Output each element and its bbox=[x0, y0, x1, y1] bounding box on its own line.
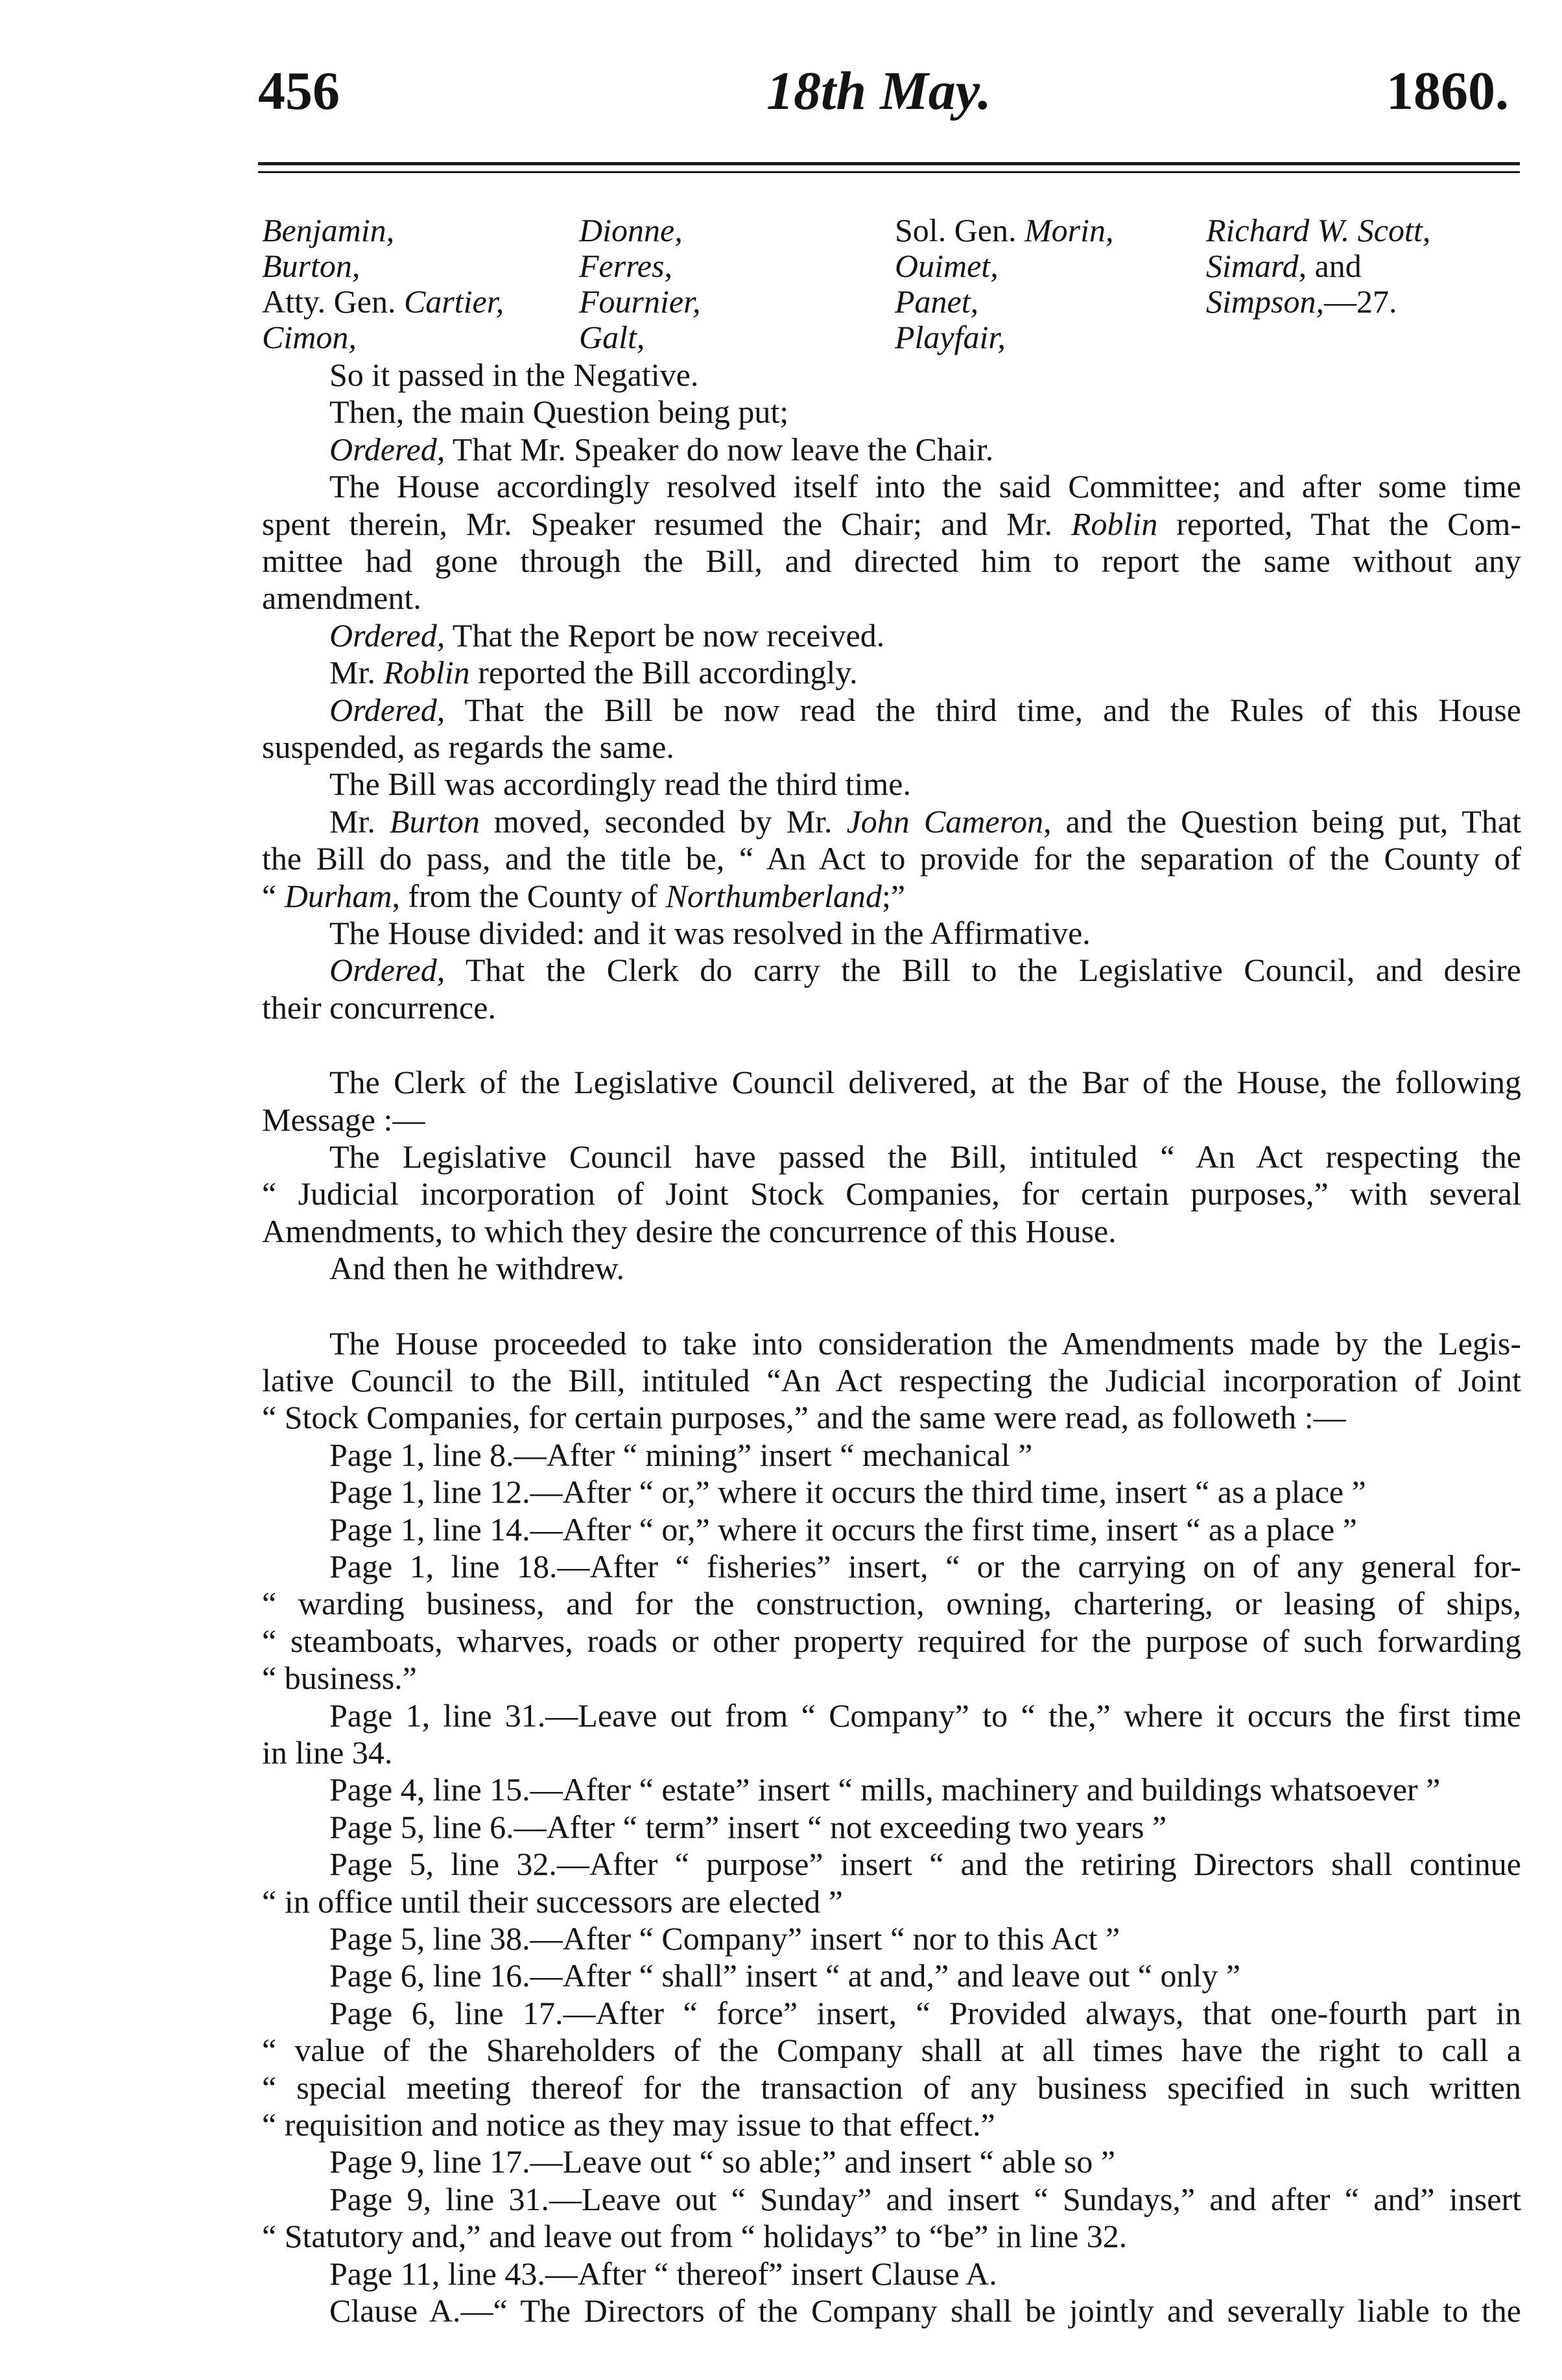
text-segment: “ Judicial incorporation of Joint Stock Companies, for certain purposes,” with several bbox=[262, 1175, 1521, 1212]
italic-text: John Cameron bbox=[846, 803, 1044, 840]
text-segment: That the Report be now received. bbox=[445, 617, 885, 654]
text-segment: Page 1, line 8.—After “ mining” insert “ mechanical ” bbox=[329, 1437, 1033, 1473]
text-line bbox=[329, 915, 1521, 952]
text-segment: Page 9, line 31.—Leave out “ Sunday” and insert “ Sundays,” and after “ and” insert bbox=[329, 2181, 1521, 2217]
text-segment: , from the County of bbox=[392, 878, 666, 914]
italic-text: Ordered, bbox=[329, 617, 445, 654]
member-name: Cartier, bbox=[403, 283, 504, 320]
text-line bbox=[329, 1920, 1521, 1957]
text-segment: Page 11, line 43.—After “ thereof” insert Clause A. bbox=[329, 2256, 997, 2292]
text-line bbox=[262, 1883, 1521, 1920]
text-segment: That the Clerk do carry the Bill to the Legislative Council, and desire bbox=[445, 952, 1521, 988]
text-segment: reported the Bill accordingly. bbox=[469, 654, 858, 690]
text-segment: The House accordingly resolved itself into the said Committee; and after some time bbox=[329, 468, 1521, 504]
text-line bbox=[262, 1213, 1521, 1250]
text-segment: Page 4, line 15.—After “ estate” insert “ mills, machinery and buildings whatsoever ” bbox=[329, 1771, 1441, 1808]
text-segment: Page 5, line 6.—After “ term” insert “ not exceeding two years ” bbox=[329, 1809, 1167, 1845]
division-name bbox=[579, 284, 701, 320]
text-segment: And then he withdrew. bbox=[329, 1250, 624, 1286]
header-rule-thick bbox=[258, 162, 1520, 165]
italic-text: Burton bbox=[389, 803, 480, 840]
member-name: Ouimet, bbox=[895, 248, 999, 284]
text-line bbox=[262, 1623, 1521, 1660]
text-segment: “ business.” bbox=[262, 1660, 417, 1696]
text-segment: Page 6, line 16.—After “ shall” insert “ at and,” and leave out “ only ” bbox=[329, 1957, 1241, 1994]
italic-text: Ordered, bbox=[329, 431, 445, 467]
text-segment: “ Statutory and,” and leave out from “ holidays” to “be” in line 32. bbox=[262, 2218, 1128, 2254]
page-number: 456 bbox=[258, 61, 340, 121]
text-segment: The House divided: and it was resolved in the Affirmative. bbox=[329, 915, 1091, 951]
text-line bbox=[329, 1250, 1521, 1287]
italic-text: Roblin bbox=[383, 654, 470, 690]
text-segment: “ Stock Companies, for certain purposes,” and the same were read, as followeth :— bbox=[262, 1399, 1346, 1435]
text-segment: lative Council to the Bill, intituled “An Act respecting the Judicial incorporation of Joint bbox=[262, 1362, 1521, 1398]
division-name bbox=[895, 284, 1114, 320]
division-name bbox=[895, 320, 1114, 355]
text-segment: Page 5, line 38.—After “ Company” insert “ nor to this Act ” bbox=[329, 1920, 1120, 1957]
italic-text: Durham bbox=[284, 878, 392, 914]
text-segment: Mr. bbox=[329, 654, 384, 690]
text-segment: Mr. bbox=[329, 803, 390, 840]
division-name bbox=[579, 248, 701, 284]
text-line bbox=[329, 692, 1521, 729]
text-segment: The Bill was accordingly read the third time. bbox=[329, 766, 911, 802]
member-name: Fournier, bbox=[579, 283, 701, 320]
text-line bbox=[329, 1325, 1521, 1362]
text-line bbox=[262, 1399, 1521, 1436]
text-line bbox=[262, 543, 1521, 580]
text-segment: Then, the main Question being put; bbox=[329, 394, 789, 430]
text-line bbox=[329, 1995, 1521, 2032]
text-segment: “ bbox=[262, 878, 285, 914]
text-line bbox=[329, 2181, 1521, 2218]
division-name bbox=[1206, 213, 1430, 248]
header-rule-thin bbox=[258, 171, 1520, 173]
name-suffix: and bbox=[1307, 248, 1362, 284]
text-line bbox=[262, 2032, 1521, 2069]
text-line bbox=[262, 1175, 1521, 1212]
text-line bbox=[262, 989, 1521, 1026]
text-segment: “ value of the Shareholders of the Company shall at all times have the right to call a bbox=[262, 2032, 1521, 2068]
text-line bbox=[329, 766, 1521, 803]
text-line bbox=[329, 1809, 1521, 1846]
text-line bbox=[329, 654, 1521, 691]
text-line bbox=[329, 1064, 1521, 1101]
name-title: Sol. Gen. bbox=[895, 212, 1024, 248]
text-segment: mittee had gone through the Bill, and directed him to report the same without any bbox=[262, 543, 1521, 579]
text-line bbox=[262, 2218, 1521, 2255]
division-name bbox=[579, 320, 701, 355]
text-segment: moved, seconded by Mr. bbox=[479, 803, 847, 840]
text-segment: “ special meeting thereof for the transaction of any business specified in such written bbox=[262, 2069, 1521, 2106]
text-line bbox=[262, 729, 1521, 766]
member-name: Benjamin, bbox=[262, 212, 395, 248]
text-line bbox=[329, 431, 1521, 468]
page-year: 1860. bbox=[1386, 61, 1509, 121]
italic-text: Roblin bbox=[1071, 506, 1158, 542]
division-name bbox=[1206, 248, 1430, 284]
member-name: Cimon, bbox=[262, 319, 357, 355]
name-suffix: —27. bbox=[1323, 283, 1397, 320]
text-segment: Page 6, line 17.—After “ force” insert, “ Provided always, that one-fourth part in bbox=[329, 1995, 1521, 2031]
text-line bbox=[329, 1548, 1521, 1585]
text-segment: Page 1, line 14.—After “ or,” where it occurs the first time, insert “ as a place ” bbox=[329, 1511, 1357, 1548]
text-line bbox=[262, 1585, 1521, 1622]
division-name bbox=[1206, 284, 1430, 320]
text-segment: suspended, as regards the same. bbox=[262, 729, 674, 765]
text-segment: The Clerk of the Legislative Council delivered, at the Bar of the House, the following bbox=[329, 1064, 1521, 1100]
text-segment: The House proceeded to take into consideration the Amendments made by the Legis- bbox=[329, 1325, 1521, 1361]
text-line bbox=[262, 2069, 1521, 2106]
text-segment: the Bill do pass, and the title be, “ An Act to provide for the separation of the County of bbox=[262, 840, 1521, 877]
text-segment: So it passed in the Negative. bbox=[329, 357, 699, 393]
division-name bbox=[262, 320, 504, 355]
text-line bbox=[262, 2106, 1521, 2143]
text-segment: “ in office until their successors are elected ” bbox=[262, 1883, 843, 1920]
text-segment: amendment. bbox=[262, 580, 421, 616]
division-names-column-1 bbox=[262, 213, 504, 355]
text-line bbox=[329, 2256, 1521, 2292]
page-date bbox=[766, 60, 991, 123]
text-segment: Page 1, line 18.—After “ fisheries” insert, “ or the carrying on of any general for- bbox=[329, 1548, 1521, 1585]
text-line bbox=[329, 1437, 1521, 1474]
division-name bbox=[262, 213, 504, 248]
text-segment: “ steamboats, wharves, roads or other property required for the purpose of such forwarding bbox=[262, 1623, 1521, 1659]
text-segment: “ warding business, and for the construction, owning, chartering, or leasing of ships, bbox=[262, 1585, 1521, 1621]
division-name bbox=[262, 284, 504, 320]
text-line bbox=[262, 1102, 1521, 1138]
italic-text: Ordered, bbox=[329, 692, 445, 728]
text-segment: Page 1, line 31.—Leave out from “ Company” to “ the,” where it occurs the first time bbox=[329, 1697, 1521, 1734]
member-name: Galt, bbox=[579, 319, 645, 355]
division-names-column-2 bbox=[579, 213, 701, 355]
division-name bbox=[895, 213, 1114, 248]
text-line bbox=[329, 1511, 1521, 1548]
text-line bbox=[262, 840, 1521, 877]
text-line bbox=[329, 617, 1521, 654]
text-segment: Page 1, line 12.—After “ or,” where it occurs the third time, insert “ as a place ” bbox=[329, 1474, 1366, 1510]
text-line bbox=[262, 506, 1521, 543]
member-name: Panet, bbox=[895, 283, 979, 320]
text-line bbox=[329, 2292, 1521, 2329]
text-line bbox=[329, 1138, 1521, 1175]
member-name: Playfair, bbox=[895, 319, 1006, 355]
italic-text: Ordered, bbox=[329, 952, 445, 988]
division-names-column-3 bbox=[895, 213, 1114, 355]
text-line bbox=[329, 468, 1521, 505]
text-line bbox=[329, 357, 1521, 394]
text-segment: in line 34. bbox=[262, 1734, 393, 1771]
text-line bbox=[329, 1957, 1521, 1994]
text-segment: That the Bill be now read the third time, and the Rules of this House bbox=[445, 692, 1521, 728]
text-segment: Amendments, to which they desire the concurrence of this House. bbox=[262, 1213, 1117, 1249]
member-name: Richard W. Scott, bbox=[1206, 212, 1431, 248]
member-name: Morin, bbox=[1024, 212, 1114, 248]
text-line bbox=[262, 1362, 1521, 1399]
date-month: May. bbox=[880, 61, 991, 121]
division-name bbox=[262, 248, 504, 284]
text-segment: That Mr. Speaker do now leave the Chair. bbox=[445, 431, 994, 467]
text-line bbox=[329, 1846, 1521, 1883]
division-name bbox=[895, 248, 1114, 284]
text-line bbox=[262, 1734, 1521, 1771]
member-name: Simard, bbox=[1206, 248, 1307, 284]
division-name bbox=[579, 213, 701, 248]
text-line bbox=[262, 1660, 1521, 1697]
text-line bbox=[329, 1771, 1521, 1808]
text-line bbox=[329, 1474, 1521, 1511]
text-segment: Message :— bbox=[262, 1102, 425, 1138]
text-line bbox=[329, 952, 1521, 989]
text-line bbox=[329, 803, 1521, 840]
text-segment: “ requisition and notice as they may issue to that effect.” bbox=[262, 2106, 995, 2143]
text-segment: Clause A.—“ The Directors of the Company shall be jointly and severally liable to the bbox=[329, 2292, 1521, 2329]
text-line bbox=[262, 878, 1521, 915]
text-segment: ;” bbox=[882, 878, 906, 914]
member-name: Burton, bbox=[262, 248, 361, 284]
member-name: Dionne, bbox=[579, 212, 683, 248]
text-segment: , and the Question being put, That bbox=[1043, 803, 1522, 840]
date-day: 18th bbox=[766, 61, 867, 121]
division-names-column-4 bbox=[1206, 213, 1430, 320]
name-title: Atty. Gen. bbox=[262, 283, 404, 320]
italic-text: Northumberland bbox=[665, 878, 882, 914]
text-segment: reported, That the Com- bbox=[1157, 506, 1521, 542]
text-segment: spent therein, Mr. Speaker resumed the Chair; and Mr. bbox=[262, 506, 1071, 542]
member-name: Ferres, bbox=[579, 248, 672, 284]
text-line bbox=[329, 2143, 1521, 2180]
text-line bbox=[262, 580, 1521, 617]
text-segment: their concurrence. bbox=[262, 989, 496, 1026]
text-segment: The Legislative Council have passed the Bill, intituled “ An Act respecting the bbox=[329, 1138, 1521, 1175]
text-line bbox=[329, 1697, 1521, 1734]
text-segment: Page 5, line 32.—After “ purpose” insert “ and the retiring Directors shall continue bbox=[329, 1846, 1521, 1882]
member-name: Simpson, bbox=[1206, 283, 1324, 320]
text-segment: Page 9, line 17.—Leave out “ so able;” and insert “ able so ” bbox=[329, 2143, 1116, 2180]
text-line bbox=[329, 394, 1521, 430]
